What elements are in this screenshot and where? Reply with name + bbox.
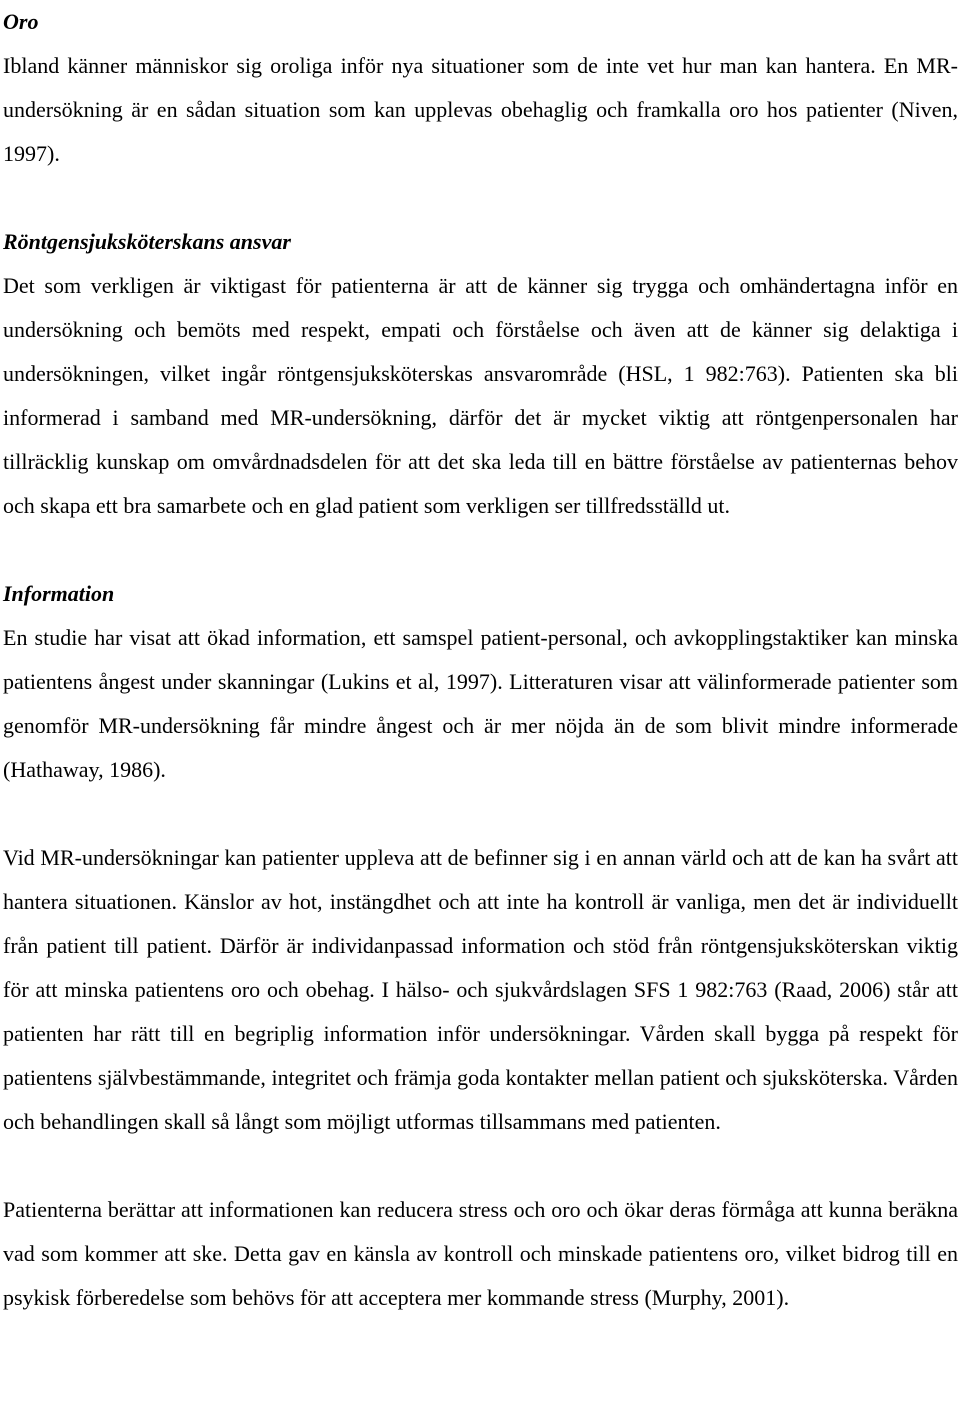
section-gap xyxy=(3,176,958,220)
section-heading: Röntgensjuksköterskans ansvar xyxy=(3,229,291,254)
document-page xyxy=(3,0,958,1320)
section-gap xyxy=(3,528,958,572)
body-paragraph: Vid MR-undersökningar kan patienter uppleva att de befinner sig i en annan värld och att de kan ha svårt att hantera situationen. Känslor av hot, instängdhet och att inte ha kontroll är vanliga, men det är individuellt från patient till patient. Därför är individanpassad information och stöd från röntgensjuksköterskan viktig för att minska patientens oro och obehag. I hälso- och sjukvårdslagen SFS 1 982:763 (Raad, 2006) står att patienten har rätt till en begriplig information inför undersökningar. Vården skall bygga på respekt för patientens självbestämmande, integritet och främja goda kontakter mellan patient och sjuksköterska. Vården och behandlingen skall så långt som möjligt utformas tillsammans med patienten. xyxy=(3,845,958,1134)
body-paragraph: Det som verkligen är viktigast för patienterna är att de känner sig trygga och omhändertagna inför en undersökning och bemöts med respekt, empati och förståelse och även att de känner sig delaktiga i undersökningen, vilket ingår röntgensjuksköterskas ansvarområde (HSL, 1 982:763). Patienten ska bli informerad i samband med MR-undersökning, därför det är mycket viktig att röntgenpersonalen har tillräcklig kunskap om omvårdnadsdelen för att det ska leda till en bättre förståelse av patienternas behov och skapa ett bra samarbete och en glad patient som verkligen ser tillfredsställd ut. xyxy=(3,273,958,518)
section-oro xyxy=(3,0,958,176)
paragraph-gap xyxy=(3,1144,958,1188)
section-heading: Information xyxy=(3,581,115,606)
paragraph-gap xyxy=(3,792,958,836)
body-paragraph: Ibland känner människor sig oroliga inför nya situationer som de inte vet hur man kan hantera. En MR-undersökning är en sådan situation som kan upplevas obehaglig och framkalla oro hos patienter (Niven, 1997). xyxy=(3,53,958,166)
section-ansvar xyxy=(3,220,958,528)
section-heading: Oro xyxy=(3,9,39,34)
body-paragraph: Patienterna berättar att informationen kan reducera stress och oro och ökar deras förmåga att kunna beräkna vad som kommer att ske. Detta gav en känsla av kontroll och minskade patientens oro, vilket bidrog till en psykisk förberedelse som behövs för att acceptera mer kommande stress (Murphy, 2001). xyxy=(3,1197,958,1310)
section-information xyxy=(3,572,958,1320)
body-paragraph: En studie har visat att ökad information, ett samspel patient-personal, och avkopplingstaktiker kan minska patientens ångest under skanningar (Lukins et al, 1997). Litteraturen visar att välinformerade patienter som genomför MR-undersökning får mindre ångest och är mer nöjda än de som blivit mindre informerade (Hathaway, 1986). xyxy=(3,625,958,782)
